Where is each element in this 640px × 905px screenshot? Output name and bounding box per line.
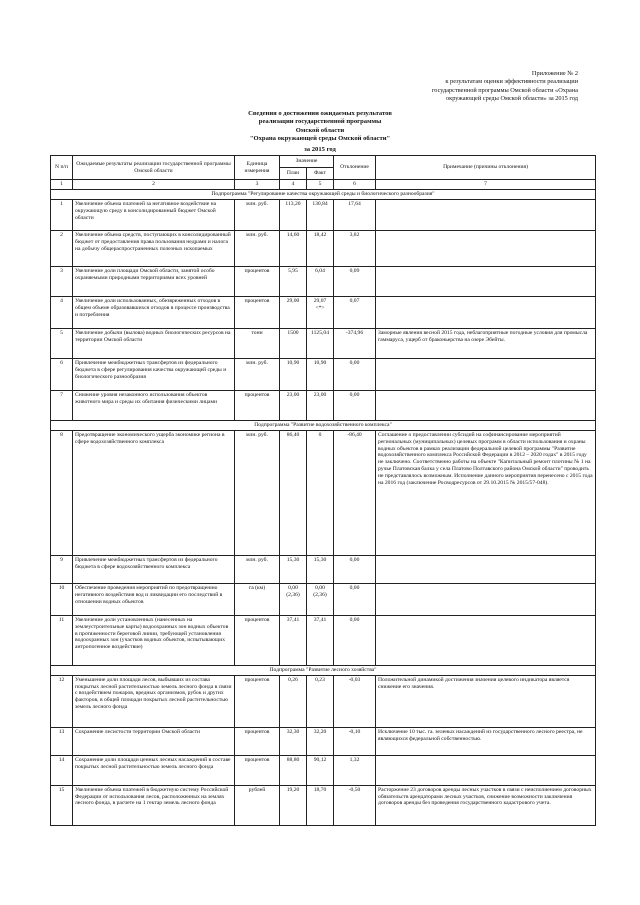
row-note: Заморные явления весной 2015 года, неблагоприятные погодные условия для промысла гаммаруса, ущерб от браконьерства на озере Эбейты. [376, 328, 596, 358]
subprogram-row [51, 665, 596, 675]
row-plan: 113,20 [280, 199, 307, 230]
table-row [51, 583, 596, 615]
appendix-block [338, 70, 578, 103]
row-note: Соглашение о предоставлении субсидий на софинансирование мероприятий региональных (муниципальных) целевых программ в области использования и охраны водных объектов в рамках реализации федеральной целевой программы "Развитие водохозяйственного комплекса Российской Федерации в 2012 – 2020 годах" в 2015 году не заключено. Соответственно работы на объекте "Капитальный ремонт плотины № 1 на ручье Платовская балка у села Платово Полтавского района Омской области" проводить не представлялось возможным. Исполнение данного мероприятия перенесено с 2015 года на 2016 год (заключение Росводресурсов от 29.10.2015 № 2015/57-048). [376, 430, 596, 555]
subprogram-title: Подпрограмма "Развитие лесного хозяйства" [51, 665, 596, 675]
row-fact: 29,07 <*> [307, 296, 334, 328]
row-num: 8 [51, 430, 73, 555]
row-unit: млн. руб. [235, 430, 280, 555]
row-plan: 88,80 [280, 755, 307, 785]
row-result: Сохранение лесистости территории Омской области [73, 727, 235, 755]
row-plan: 86,40 [280, 430, 307, 555]
title-line: "Охрана окружающей среды Омской области" [249, 135, 391, 143]
row-plan: 0,00 (2,36) [280, 583, 307, 615]
row-unit: млн. руб. [235, 358, 280, 390]
row-deviation: -0,50 [334, 785, 376, 825]
row-fact: 90,12 [307, 755, 334, 785]
table-row [51, 555, 596, 583]
row-note [376, 390, 596, 420]
title-line: реализации государственной программы [258, 118, 382, 126]
row-deviation: 0,09 [334, 266, 376, 296]
row-result: Уменьшение доли площади лесов, выбывших из состава покрытых лесной растительностью земель лесного фонда в связи с воздействием пожаров, вредных организмов, рубок и других факторов, в общей площади покрытых лесной растительностью земель лесного фонда [73, 675, 235, 727]
results-table [50, 155, 596, 826]
row-fact: 10,90 [307, 358, 334, 390]
row-num: 13 [51, 727, 73, 755]
header-fact: Факт [307, 168, 334, 180]
row-note [376, 755, 596, 785]
table-row [51, 675, 596, 727]
row-unit: тонн [235, 328, 280, 358]
row-note: Исключение 10 тыс. га. зеленых насаждений из государственного лесного реестра, не являющихся федеральной собственностью. [376, 727, 596, 755]
row-fact: 0,00 (2,36) [307, 583, 334, 615]
row-plan: 29,00 [280, 296, 307, 328]
subprogram-row [51, 189, 596, 199]
row-result: Увеличение объема средств, поступающих в консолидированный бюджет от предоставления права пользования недрами и налога на добычу общераспространенных полезных ископаемых [73, 230, 235, 266]
row-num: 5 [51, 328, 73, 358]
row-deviation: 0,07 [334, 296, 376, 328]
table-row [51, 727, 596, 755]
table-row [51, 199, 596, 230]
row-unit: млн. руб. [235, 230, 280, 266]
row-note: Положительной динамикой достижения значения целевого индикатора является снижение его значения. [376, 675, 596, 727]
row-note [376, 358, 596, 390]
row-num: 15 [51, 785, 73, 825]
row-fact: 18,42 [307, 230, 334, 266]
header-unit: Единица измерения [235, 156, 280, 180]
row-result: Увеличение доли установленных (нанесенных на землеустроительные карты) водоохранных зон водных объектов в протяженности береговой линии, требующей установления водоохранных зон (участков водных объектов, испытывающих антропогенное воздействие) [73, 615, 235, 665]
appendix-line: окружающей среды Омской области» за 2015 год [446, 94, 578, 102]
row-fact: 0,23 [307, 675, 334, 727]
row-note [376, 199, 596, 230]
row-deviation: 0,00 [334, 390, 376, 420]
row-note: Расторжение 23 договоров аренды лесных участков в связи с неисполнением договорных обязательств арендаторами лесных участков, снижение возможности заключения договоров аренды без проведения государственного кадастрового учета. [376, 785, 596, 825]
row-deviation: -374,96 [334, 328, 376, 358]
row-result: Увеличение доли использованных, обезвреженных отходов в общем объеме образовавшихся отходов в процессе производства и потребления [73, 296, 235, 328]
header-num: N п/п [51, 156, 73, 180]
row-plan: 14,60 [280, 230, 307, 266]
header-deviation: Отклонение [334, 156, 376, 180]
row-plan: 19,20 [280, 785, 307, 825]
subprogram-title: Подпрограмма "Регулирование качества окружающей среды и биологического разнообразия" [51, 189, 596, 199]
row-unit: рублей [235, 785, 280, 825]
row-result: Увеличение объема платежей за негативное воздействие на окружающую среду в консолидированный бюджет Омской области [73, 199, 235, 230]
row-fact: 15,30 [307, 555, 334, 583]
table-row [51, 230, 596, 266]
row-result: Привлечение межбюджетных трансфертов из федерального бюджета в сфере регулирования качества окружающей среды и биологического разнообразия [73, 358, 235, 390]
header-result: Ожидаемые результаты реализации государственной программы Омской области [73, 156, 235, 180]
table-row [51, 358, 596, 390]
row-fact: 0 [307, 430, 334, 555]
row-plan: 5,95 [280, 266, 307, 296]
col-number: 6 [334, 180, 376, 190]
row-fact: 18,70 [307, 785, 334, 825]
row-unit: процентов [235, 390, 280, 420]
row-deviation: 3,82 [334, 230, 376, 266]
row-num: 10 [51, 583, 73, 615]
row-deviation: 0,00 [334, 358, 376, 390]
row-result: Предотвращение экономического ущерба экономике региона в сфере водохозяйственного комплекса [73, 430, 235, 555]
row-note [376, 296, 596, 328]
row-plan: 23,00 [280, 390, 307, 420]
row-deviation: -0,03 [334, 675, 376, 727]
title-line: Омской области [295, 126, 345, 134]
row-fact: 130,84 [307, 199, 334, 230]
header-note: Примечание (причины отклонения) [376, 156, 596, 180]
row-deviation: -86,40 [334, 430, 376, 555]
row-result: Увеличение доли площади Омской области, занятой особо охраняемыми природными территориями всех уровней [73, 266, 235, 296]
appendix-line: государственной программы Омской области «Охрана [431, 86, 578, 94]
row-deviation: 0,00 [334, 583, 376, 615]
row-fact: 23,00 [307, 390, 334, 420]
col-number: 7 [376, 180, 596, 190]
row-deviation: 0,00 [334, 615, 376, 665]
row-num: 3 [51, 266, 73, 296]
table-row [51, 296, 596, 328]
row-unit: га (км) [235, 583, 280, 615]
row-result: Привлечение межбюджетных трансфертов из федерального бюджета в сфере водохозяйственного комплекса [73, 555, 235, 583]
appendix-line: Приложение № 2 [531, 70, 578, 77]
row-fact: 6,04 [307, 266, 334, 296]
row-unit: процентов [235, 615, 280, 665]
col-number: 2 [73, 180, 235, 190]
table-row [51, 430, 596, 555]
row-unit: процентов [235, 755, 280, 785]
row-note [376, 230, 596, 266]
row-plan: 32,30 [280, 727, 307, 755]
row-num: 6 [51, 358, 73, 390]
row-plan: 1500 [280, 328, 307, 358]
row-unit: млн. руб. [235, 555, 280, 583]
row-result: Увеличение объема платежей в бюджетную систему Российской Федерации от использования лесов, расположенных на землях лесного фонда, в расчете на 1 гектар земель лесного фонда [73, 785, 235, 825]
row-num: 2 [51, 230, 73, 266]
row-plan: 10,90 [280, 358, 307, 390]
row-note [376, 615, 596, 665]
row-result: Сохранение доли площади ценных лесных насаждений в составе покрытых лесной растительностью земель лесного фонда [73, 755, 235, 785]
row-unit: процентов [235, 266, 280, 296]
table-row [51, 615, 596, 665]
row-result: Снижение уровня незаконного использования объектов животного мира и среды их обитания физическими лицами [73, 390, 235, 420]
document-title [0, 110, 640, 154]
row-num: 11 [51, 615, 73, 665]
row-num: 4 [51, 296, 73, 328]
row-num: 7 [51, 390, 73, 420]
row-deviation: 1,32 [334, 755, 376, 785]
row-num: 1 [51, 199, 73, 230]
table-row [51, 328, 596, 358]
row-num: 14 [51, 755, 73, 785]
row-fact: 1125,04 [307, 328, 334, 358]
table-row [51, 390, 596, 420]
row-fact: 37,41 [307, 615, 334, 665]
row-result: Увеличение добычи (вылова) водных биологических ресурсов на территории Омской области [73, 328, 235, 358]
row-note [376, 583, 596, 615]
header-value: Значение [280, 156, 334, 168]
row-deviation: 17,64 [334, 199, 376, 230]
row-plan: 0,26 [280, 675, 307, 727]
row-deviation: -0,10 [334, 727, 376, 755]
row-note [376, 266, 596, 296]
header-plan: План [280, 168, 307, 180]
row-plan: 15,30 [280, 555, 307, 583]
row-unit: процентов [235, 675, 280, 727]
col-number: 3 [235, 180, 280, 190]
col-number: 4 [280, 180, 307, 190]
row-result: Обеспечение проведения мероприятий по предотвращению негативного воздействия вод и ликвидации его последствий в отношении водных объектов [73, 583, 235, 615]
subprogram-title: Подпрограмма "Развитие водохозяйственного комплекса" [51, 420, 596, 430]
table-row [51, 785, 596, 825]
title-line: за 2015 год [304, 145, 336, 153]
col-number: 5 [307, 180, 334, 190]
row-plan: 37,41 [280, 615, 307, 665]
row-unit: млн. руб. [235, 199, 280, 230]
row-unit: процентов [235, 727, 280, 755]
row-num: 12 [51, 675, 73, 727]
appendix-line: к результатам оценки эффективности реализации [445, 78, 578, 86]
row-note [376, 555, 596, 583]
table-row [51, 266, 596, 296]
table-row [51, 755, 596, 785]
title-line: Сведения о достижении ожидаемых результатов [248, 110, 392, 117]
row-fact: 32,20 [307, 727, 334, 755]
row-unit: процентов [235, 296, 280, 328]
subprogram-row [51, 420, 596, 430]
row-deviation: 0,00 [334, 555, 376, 583]
col-number: 1 [51, 180, 73, 190]
row-num: 9 [51, 555, 73, 583]
